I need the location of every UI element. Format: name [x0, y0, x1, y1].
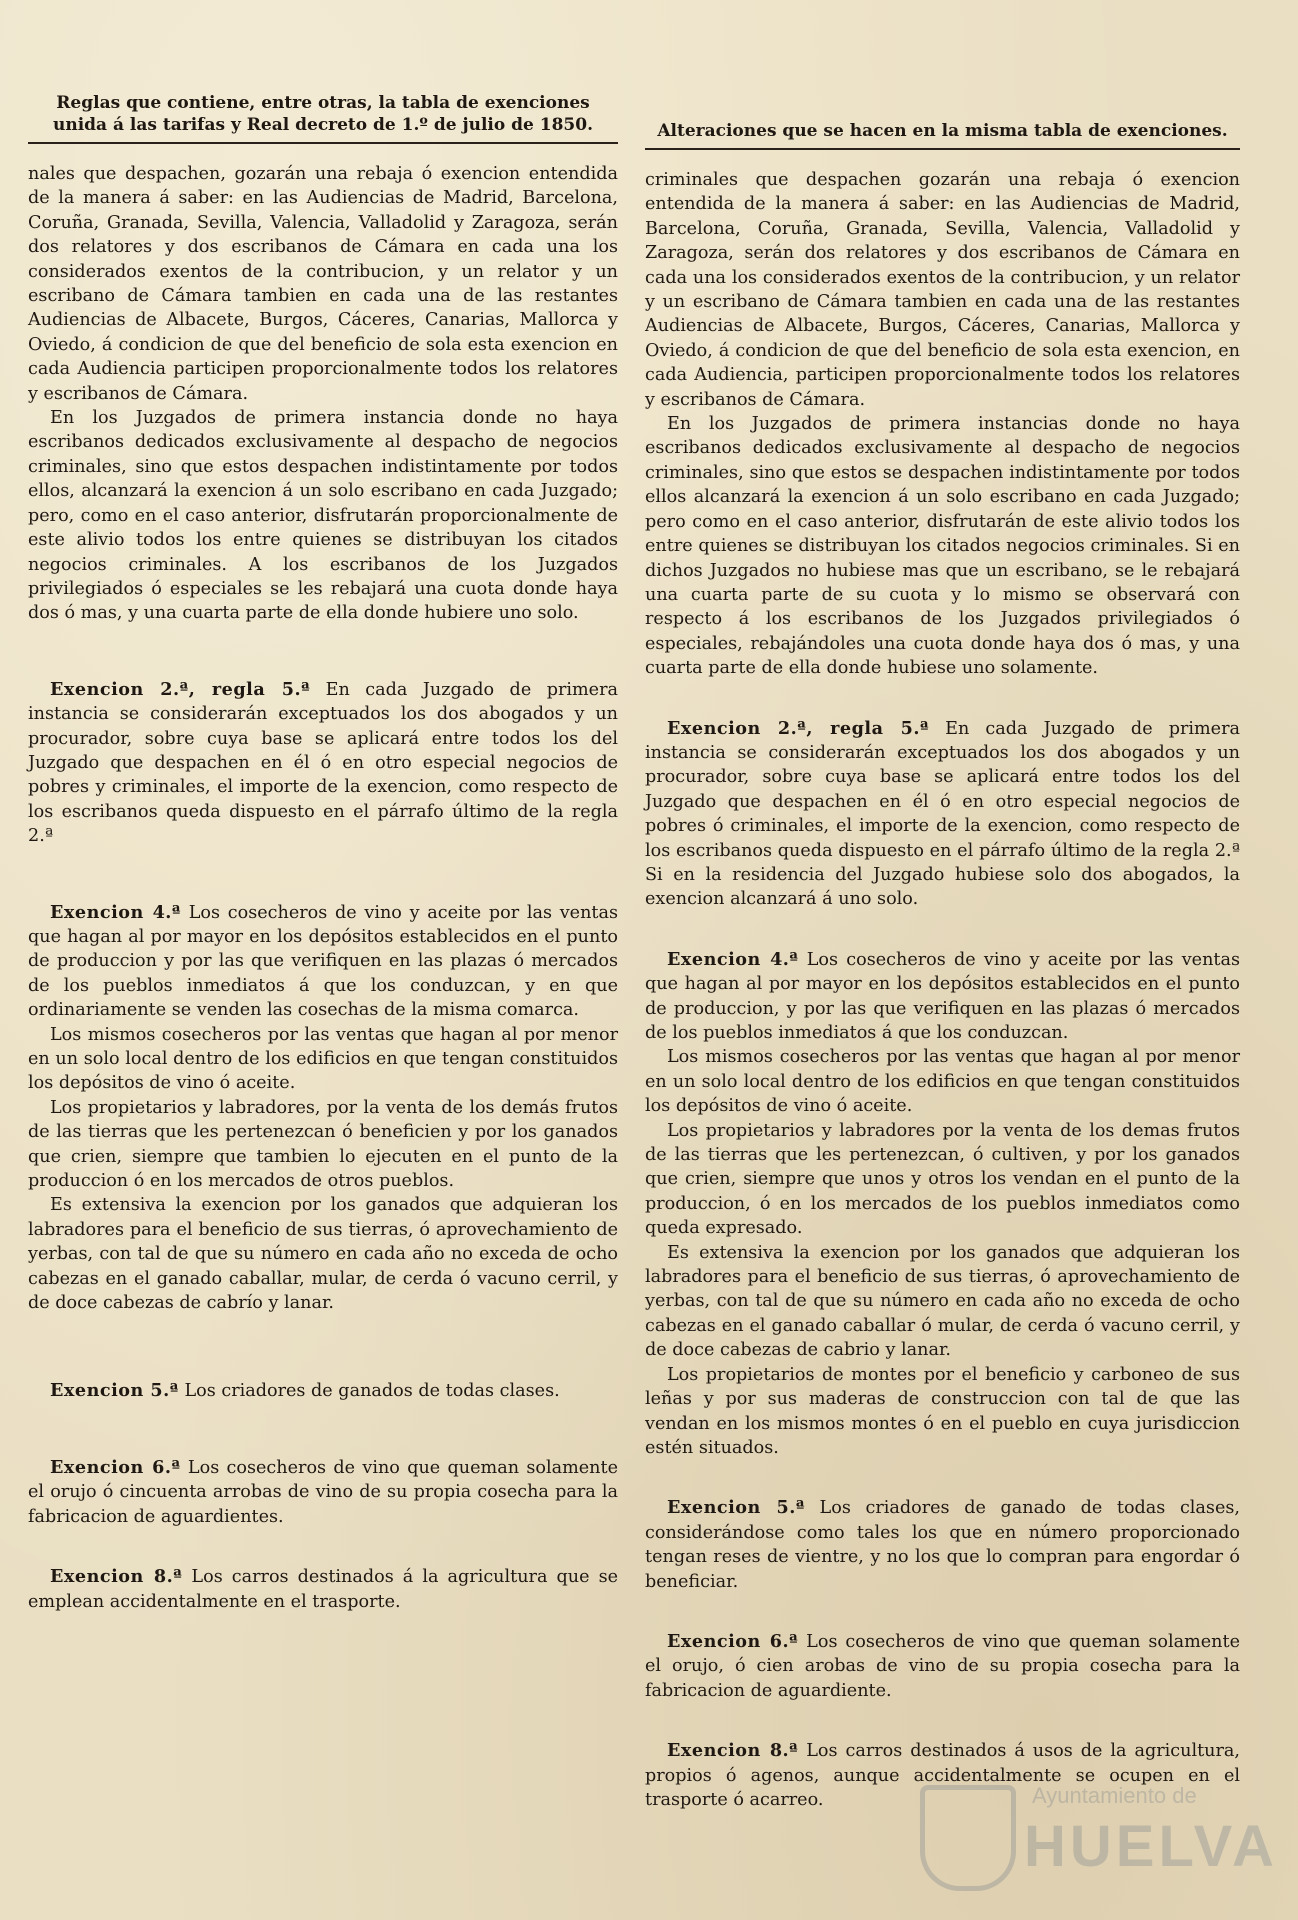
right-exencion-8-label: Exencion 8.ª: [667, 1740, 799, 1762]
watermark-top-text: Ayuntamiento de: [1032, 1783, 1197, 1808]
left-exencion-4-paragraph-4: Es extensiva la exencion por los ganados que adquieran los labradores para el beneficio de sus tierras, ó aprovechamiento de yerbas, con tal de que su número en cada año no exceda de ocho cabezas en el ganado caballar, mular, de cerda ó vacuno cerril, y de doce cabezas de cabrío y lanar.: [28, 1195, 618, 1314]
right-exencion-2-text: En cada Juzgado de primera instancia se considerarán exceptuados los dos abogados y un procurador, sobre cuya base se aplicará entre todos los del Juzgado que despachen en él ó en otro especial negocios de pobres ó criminales, el importe de la exencion, como respecto de los escribanos queda dispuesto en el párrafo último de la regla 2.ª Si en la residencia del Juzgado hubiese solo dos abogados, la exencion alcanzará á uno solo.: [645, 718, 1240, 910]
left-exencion-8: [28, 1565, 618, 1614]
right-exencion-4-paragraph-3: Los propietarios y labradores por la venta de los demas frutos de las tierras que les pertenezcan, ó cultiven, y por los ganados que crien, siempre que unos y otros los vendan en el punto de la produccion, ó en los mercados de los pueblos inmediatos como queda expresado.: [645, 1120, 1240, 1239]
watermark-main-text: HUELVA: [1024, 1814, 1278, 1879]
left-exencion-2-text: En cada Juzgado de primera instancia se considerarán exceptuados los dos abogados y un procurador, sobre cuya base se aplicará entre todos los del Juzgado que despachen en él ó en otro especial negocios de pobres y criminales, el importe de la exencion, como respecto de los escribanos queda dispuesto en el párrafo último de la regla 2.ª: [28, 679, 618, 847]
left-exencion-5: [28, 1379, 618, 1403]
right-exencion-6-text: Los cosecheros de vino que queman solamente el orujo, ó cien arobas de vino de su propia cosecha para la fabricacion de aguardiente.: [645, 1631, 1240, 1701]
left-exencion-6: [28, 1456, 618, 1529]
left-paragraph-1: nales que despachen, gozarán una rebaja ó exencion entendida de la manera á saber: en las Audiencias de Madrid, Barcelona, Coruña, Granada, Sevilla, Valencia, Valladolid y Zaragoza, serán dos relatores y dos escribanos de Cámara en cada una los considerados exentos de la contribucion, y un relator y un escribano de Cámara tambien en cada una de las restantes Audiencias de Albacete, Burgos, Cáceres, Canarias, Mallorca y Oviedo, á condicion de que del beneficio de sola esta exencion en cada Audiencia participen proporcionalmente todos los relatores y escribanos de Cámara.: [28, 164, 618, 404]
left-paragraph-2: En los Juzgados de primera instancia donde no haya escribanos dedicados exclusivamente al despacho de negocios criminales, sino que estos despachen indistintamente por todos ellos, alcanzará la exencion á un solo escribano en cada Juzgado; pero, como en el caso anterior, disfrutarán proporcionalmente de este alivio todos los entre quienes se distribuyan los citados negocios criminales. A los escribanos de los Juzgados privilegiados ó especiales se les rebajará una cuota donde haya dos ó mas, y una cuarta parte de ella donde hubiere uno solo.: [28, 408, 618, 624]
shield-icon: [920, 1785, 1016, 1891]
left-exencion-2-label: Exencion 2.ª, regla 5.ª: [50, 678, 311, 700]
right-exencion-4: [645, 948, 1240, 1046]
right-exencion-4-paragraph-2: Los mismos cosecheros por las ventas que hagan al por menor en un solo local dentro de los edificios en que tengan constituidos los depósitos de vino ó aceite.: [645, 1047, 1240, 1117]
left-exencion-6-label: Exencion 6.ª: [50, 1456, 181, 1478]
left-exencion-4-label: Exencion 4.ª: [50, 901, 181, 923]
left-exencion-4-text: Los cosecheros de vino y aceite por las ventas que hagan al por mayor en los depósitos establecidos en el punto de produccion y por las que verifiquen en las plazas ó mercados de los pueblos inmediatos á que los conduzcan, y en que ordinariamente se venden las cosechas de la misma comarca.: [28, 902, 618, 1021]
right-exencion-4-paragraph-4: Es extensiva la exencion por los ganados que adquieran los labradores para el beneficio de sus tierras, ó aprovechamiento de yerbas, con tal de que su número en cada año no exceda de ocho cabezas en el ganado caballar ó mular, de cerda ó vacuno cerril, y de doce cabezas de cabrio y lanar.: [645, 1242, 1240, 1361]
right-exencion-6-label: Exencion 6.ª: [667, 1630, 799, 1652]
left-exencion-4-paragraph-3: Los propietarios y labradores, por la venta de los demás frutos de las tierras que les pertenezcan ó beneficien y por los ganados que crien, siempre que tambien lo ejecuten en el punto de la produccion ó en los mercados de otros pueblos.: [28, 1097, 618, 1192]
right-exencion-4-label: Exencion 4.ª: [667, 948, 799, 970]
right-column-header: Alteraciones que se hacen en la misma tabla de exenciones.: [645, 120, 1240, 150]
right-exencion-5-text: Los criadores de ganado de todas clases, considerándose como tales los que en número proporcionado tengan reses de vientre, y no los que lo compran para engordar ó beneficiar.: [645, 1498, 1240, 1592]
right-exencion-8-text: Los carros destinados á usos de la agricultura, propios ó agenos, aunque accidentalmente se ocupen en el trasporte ó acarreo.: [645, 1741, 1240, 1810]
right-exencion-4-text: Los cosecheros de vino y aceite por las ventas que hagan al por mayor en los depósitos establecidos en el punto de produccion, y por las que verifiquen en las plazas ó mercados de los pueblos inmediatos á que los conduzcan.: [645, 949, 1240, 1043]
left-exencion-6-text: Los cosecheros de vino que queman solamente el orujo ó cincuenta arrobas de vino de su propia cosecha para la fabricacion de aguardientes.: [28, 1457, 618, 1527]
right-exencion-6: [645, 1630, 1240, 1703]
right-paragraph-1: criminales que despachen gozarán una rebaja ó exencion entendida de la manera á saber: en las Audiencias de Madrid, Barcelona, Coruña, Granada, Sevilla, Valencia, Valladolid y Zaragoza, serán dos relatores y dos escribanos de Cámara en cada una los considerados exentos de la contribucion, y un relator y un escribano de Cámara tambien en cada una de las restantes Audiencias de Albacete, Burgos, Cáceres, Canarias, Mallorca y Oviedo, á condicion de que del beneficio de sola esta exencion, en cada Audiencia, participen proporcionalmente todos los relatores y escribanos de Cámara.: [645, 170, 1240, 410]
right-paragraph-2: En los Juzgados de primera instancias donde no haya escribanos dedicados exclusivamente al despacho de negocios criminales, sino que estos se despachen indistintamente por todos ellos alcanzará la exencion á un solo escribano en cada Juzgado; pero como en el caso anterior, disfrutarán de este alivio todos los entre quienes se distribuyan los citados negocios criminales. Si en dichos Juzgados no hubiese mas que un escribano, se le rebajará una cuarta parte de su cuota y lo mismo se observará con respecto á los escribanos de los Juzgados privilegiados ó especiales, rebajándoles una cuota donde haya dos ó mas, y una cuarta parte de ella donde hubiese uno solamente.: [645, 414, 1240, 679]
left-exencion-5-text: Los criadores de ganados de todas clases.: [184, 1381, 560, 1402]
left-exencion-8-text: Los carros destinados á la agricultura que se emplean accidentalmente en el trasporte.: [28, 1567, 619, 1612]
left-exencion-5-label: Exencion 5.ª: [50, 1380, 179, 1402]
left-column: [28, 92, 618, 1614]
right-exencion-2: [645, 717, 1240, 912]
right-exencion-4-paragraph-5: Los propietarios de montes por el beneficio y carboneo de sus leñas y por sus maderas de construccion con tal de que las vendan en los mismos montes ó en el pueblo en cuya jurisdiccion estén situados.: [645, 1364, 1240, 1458]
left-exencion-8-label: Exencion 8.ª: [50, 1566, 183, 1588]
right-exencion-5: [645, 1496, 1240, 1594]
left-column-header: Reglas que contiene, entre otras, la tabla de exenciones unida á las tarifas y Real decreto de 1.º de julio de 1850.: [28, 92, 618, 144]
archive-watermark: [920, 1775, 1278, 1885]
left-exencion-4: [28, 901, 618, 1023]
left-exencion-2: [28, 678, 618, 849]
left-exencion-4-paragraph-2: Los mismos cosecheros por las ventas que hagan al por menor en un solo local dentro de los edificios en que tengan constituidos los depósitos de vino ó aceite.: [28, 1024, 618, 1094]
right-column: [645, 92, 1240, 1812]
right-exencion-2-label: Exencion 2.ª, regla 5.ª: [667, 717, 930, 739]
right-exencion-5-label: Exencion 5.ª: [667, 1497, 805, 1519]
